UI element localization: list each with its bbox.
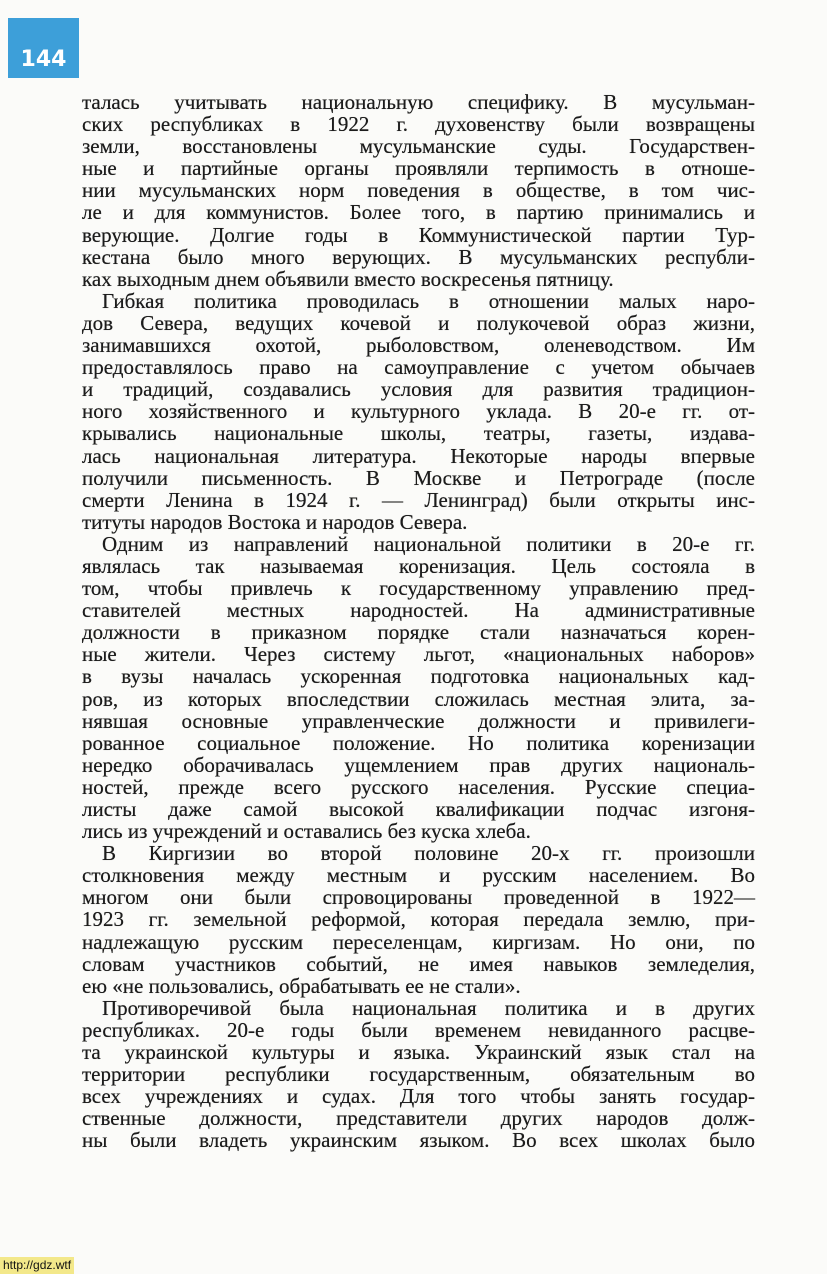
text-line: лась национальная литература. Некоторые народы впервые <box>82 443 755 468</box>
text-line: рованное социальное положение. Но политика коренизации <box>82 730 755 755</box>
text-line: земли, восстановлены мусульманские суды. Государствен- <box>82 134 755 159</box>
text-line: территории республики государственным, обязательным во <box>82 1062 755 1087</box>
text-line: В Киргизии во второй половине 20-х гг. произошли <box>102 841 755 866</box>
text-line: ны были владеть украинским языком. Во всех школах было <box>82 1128 755 1153</box>
text-line: Противоречивой была национальная политика и в других <box>102 995 755 1020</box>
text-line: ные и партийные органы проявляли терпимость в отноше- <box>82 156 755 181</box>
text-line: занимавшихся охотой, рыболовством, оленеводством. Им <box>82 333 755 358</box>
text-line: ею «не пользовались, обрабатывать ее не стали». <box>82 973 521 998</box>
text-line: титуты народов Востока и народов Севера. <box>82 509 468 534</box>
text-line: получили письменность. В Москве и Петрограде (после <box>82 465 755 490</box>
text-line: ставителей местных народностей. На административные <box>82 598 755 623</box>
text-line: ного хозяйственного и культурного уклада. В 20-е гг. от- <box>82 399 755 424</box>
text-line: нередко оборачивалась ущемлением прав других националь- <box>82 752 755 777</box>
text-line: та украинской культуры и языка. Украинский язык стал на <box>82 1040 755 1065</box>
text-line: листы даже самой высокой квалификации подчас изгоня- <box>82 797 755 821</box>
text-line: ских республиках в 1922 г. духовенству были возвращены <box>82 112 755 137</box>
text-line: ственные должности, представители других народов долж- <box>82 1106 755 1131</box>
text-line: нии мусульманских норм поведения в обществе, в том чис- <box>82 178 755 203</box>
text-line: ров, из которых впоследствии сложилась местная элита, за- <box>82 686 755 711</box>
text-line: ные жители. Через систему льгот, «национальных наборов» <box>82 642 755 667</box>
text-line: ностей, прежде всего русского населения. Русские специа- <box>82 774 755 799</box>
text-line: словам участников событий, не имея навыков земледелия, <box>82 951 755 976</box>
body-text <box>82 91 755 1152</box>
text-line: том, чтобы привлечь к государственному управлению пред- <box>82 576 755 601</box>
text-line: столкновения между местным и русским населением. Во <box>82 863 755 888</box>
text-line: 1923 гг. земельной реформой, которая передала землю, при- <box>82 907 755 932</box>
text-line: нявшая основные управленческие должности и привилеги- <box>82 708 755 733</box>
text-line: являлась так называемая коренизация. Цель состояла в <box>82 553 755 578</box>
text-line: Гибкая политика проводилась в отношении малых наро- <box>102 288 755 313</box>
text-line: ле и для коммунистов. Более того, в партию принимались и <box>82 200 755 225</box>
text-line: смерти Ленина в 1924 г. — Ленинград) были открыты инс- <box>82 487 755 512</box>
text-line: крывались национальные школы, театры, газеты, издава- <box>82 421 755 446</box>
text-line: дов Севера, ведущих кочевой и полукочевой образ жизни, <box>82 310 755 335</box>
text-line: республиках. 20-е годы были временем невиданного расцве- <box>82 1017 755 1042</box>
text-line: Одним из направлений национальной политики в 20-е гг. <box>102 531 755 556</box>
text-line: всех учреждениях и судах. Для того чтобы занять государ- <box>82 1084 755 1109</box>
text-line: многом они были спровоцированы проведенной в 1922— <box>82 885 755 910</box>
text-line: и традиций, создавались условия для развития традицион- <box>82 377 755 402</box>
page-number: 144 <box>8 18 79 78</box>
text-line: лись из учреждений и оставались без куска хлеба. <box>82 819 531 844</box>
text-line: ках выходным днем объявили вместо воскресенья пятницу. <box>82 266 614 291</box>
watermark-link[interactable]: http://gdz.wtf <box>0 1257 74 1274</box>
text-line: должности в приказном порядке стали назначаться корен- <box>82 620 755 645</box>
text-line: в вузы началась ускоренная подготовка национальных кад- <box>82 664 755 689</box>
text-line: предоставлялось право на самоуправление с учетом обычаев <box>82 355 755 380</box>
text-line: надлежащую русским переселенцам, киргизам. Но они, по <box>82 929 755 954</box>
text-line: талась учитывать национальную специфику. В мусульман- <box>82 90 755 114</box>
text-line: кестана было много верующих. В мусульманских республи- <box>82 244 755 269</box>
text-line: верующие. Долгие годы в Коммунистической партии Тур- <box>82 222 755 247</box>
